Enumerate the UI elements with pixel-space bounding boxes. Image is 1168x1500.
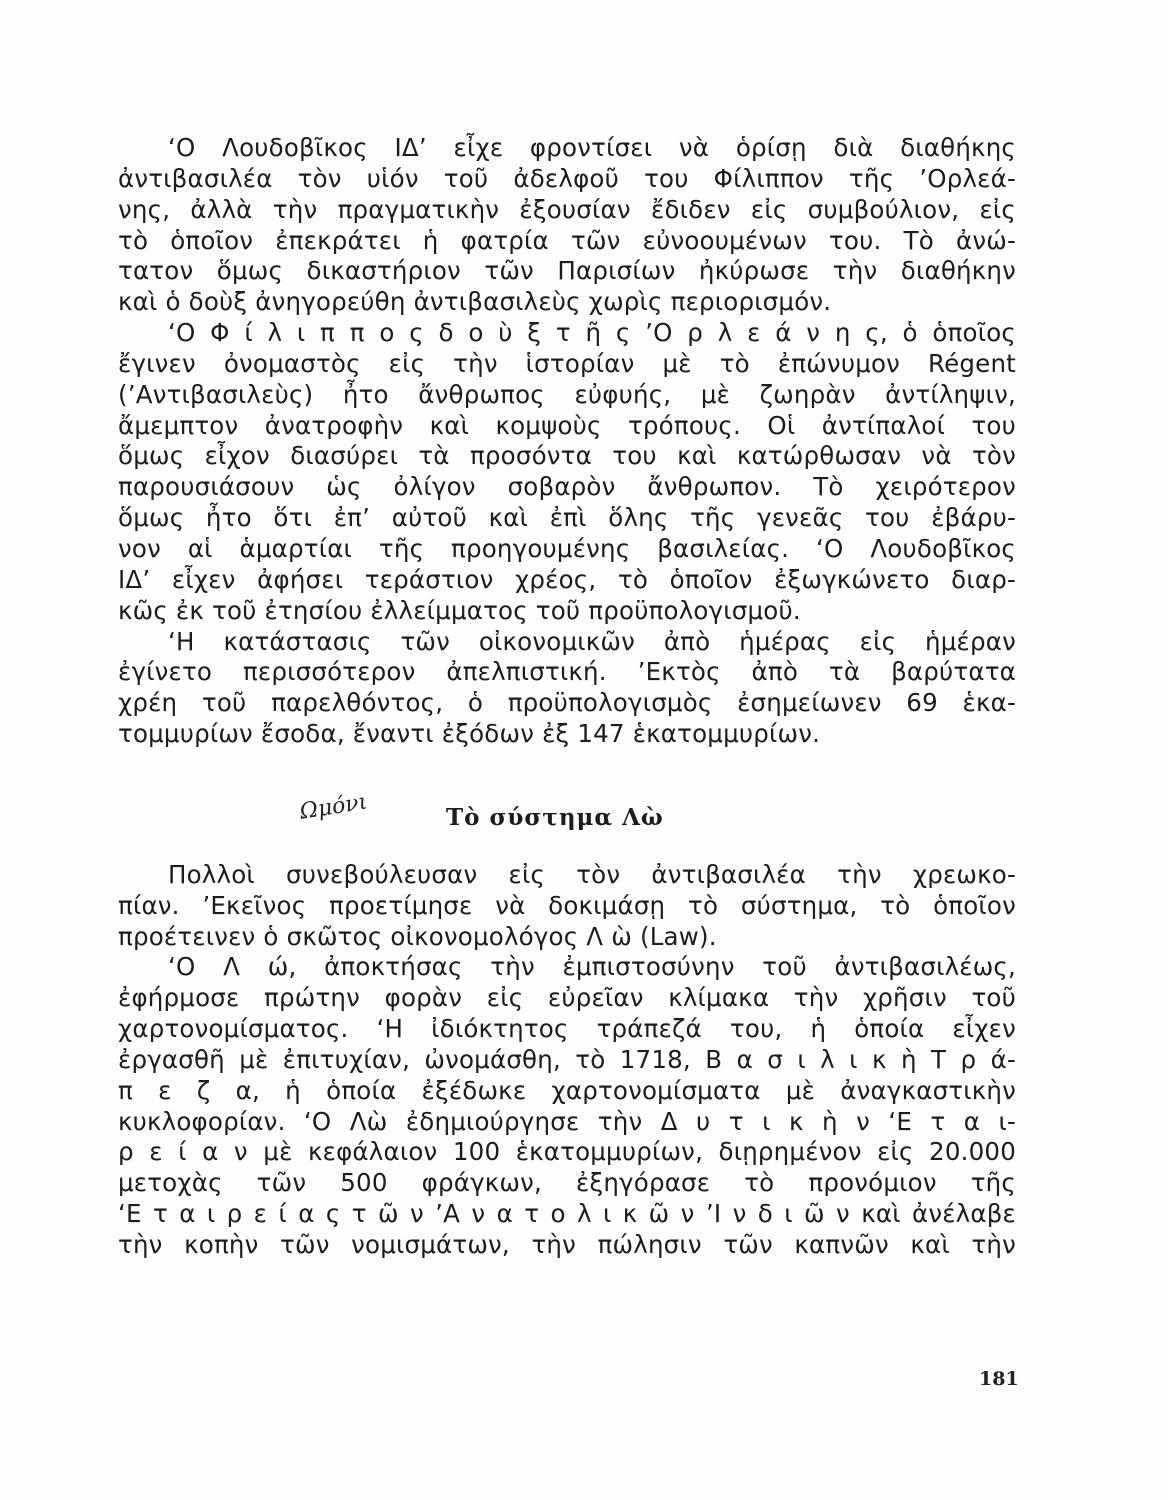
text-line: ΙΔ’ εἶχεν ἀφήσει τεράστιον χρέος, τὸ ὁποῖον ἐξωγκώνετο διαρ- — [118, 564, 1016, 594]
page-number: 181 — [979, 1368, 1019, 1390]
text-line: ἐργασθῆ μὲ ἐπιτυχίαν, ὠνομάσθη, τὸ 1718, Β α σ ι λ ι κ ὴ Τ ρ ά- — [118, 1044, 1016, 1074]
text-line: χρέη τοῦ παρελθόντος, ὁ προϋπολογισμὸς ἐσημείωνεν 69 ἑκα- — [118, 688, 1016, 718]
text-line: ἄμεμπτον ἀνατροφὴν καὶ κομψοὺς τρόπους. Οἱ ἀντίπαλοί του — [118, 410, 1016, 440]
text-line: προέτεινεν ὁ σκῶτος οἰκονομολόγος Λ ὼ (Law). — [118, 921, 717, 951]
section-regency — [118, 133, 1016, 750]
text-line: ἐγίνετο περισσότερον ἀπελπιστική. ’Εκτὸς ἀπὸ τὰ βαρύτατα — [118, 657, 1016, 687]
text-line: ‘Ε τ α ι ρ ε ί α ς τ ῶ ν ’Α ν α τ ο λ ι κ ῶ ν ’Ι ν δ ι ῶ ν καὶ ἀνέλαβε — [118, 1199, 1016, 1229]
section-law-system — [118, 860, 1016, 1261]
text-line: ὅμως εἶχον διασύρει τὰ προσόντα του καὶ κατώρθωσαν νὰ τὸν — [118, 441, 1016, 471]
text-line: ‘Ο Λ ώ, ἀποκτήσας τὴν ἐμπιστοσύνην τοῦ ἀντιβασιλέως, — [168, 952, 1016, 982]
text-line: ἐφήρμοσε πρώτην φορὰν εἰς εὐρεῖαν κλίμακα τὴν χρῆσιν τοῦ — [118, 983, 1016, 1013]
text-line: τὸ ὁποῖον ἐπεκράτει ἡ φατρία τῶν εὐνοουμένων του. Τὸ ἀνώ- — [118, 225, 1016, 255]
text-line: ‘Ο Φ ί λ ι π π ο ς δ ο ὺ ξ τ ῆ ς ’Ο ρ λ ε ά ν η ς, ὁ ὁποῖος — [168, 318, 1016, 348]
text-line: τὴν κοπὴν τῶν νομισμάτων, τὴν πώλησιν τῶν καπνῶν καὶ τὴν — [118, 1230, 1016, 1259]
text-line: ἀντιβασιλέα τὸν υἱόν τοῦ ἀδελφοῦ του Φίλιππον τῆς ’Ορλεά- — [118, 163, 1016, 193]
text-line: π ε ζ α, ἡ ὁποία ἐξέδωκε χαρτονομίσματα μὲ ἀναγκαστικὴν — [118, 1075, 1016, 1105]
text-line: (’Αντιβασιλεὺς) ἦτο ἄνθρωπος εὐφυής, μὲ ζωηρὰν ἀντίληψιν, — [118, 379, 1016, 409]
text-line: χαρτονομίσματος. ‘Η ἰδιόκτητος τράπεζά του, ἡ ὁποία εἶχεν — [118, 1014, 1016, 1044]
text-line: νον αἱ ἁμαρτίαι τῆς προηγουμένης βασιλείας. ‘Ο Λουδοβῖκος — [118, 533, 1016, 563]
handwritten-margin-note: Ωμόνι — [298, 789, 369, 825]
text-line: κυκλοφορίαν. ‘Ο Λὼ ἐδημιούργησε τὴν Δ υ τ ι κ ὴ ν ‘Ε τ α ι- — [118, 1106, 1016, 1136]
text-line: πίαν. ’Εκεῖνος προετίμησε νὰ δοκιμάσῃ τὸ σύστημα, τὸ ὁποῖον — [118, 890, 1016, 920]
text-line: ἔγινεν ὀνομαστὸς εἰς τὴν ἱστορίαν μὲ τὸ ἐπώνυμον Régent — [118, 348, 1016, 378]
text-line: τομμυρίων ἔσοδα, ἔναντι ἐξόδων ἐξ 147 ἑκατομμυρίων. — [118, 719, 821, 749]
section-heading — [118, 789, 1016, 858]
page-text-block — [118, 133, 1016, 1261]
text-line: τατον ὅμως δικαστήριον τῶν Παρισίων ἠκύρωσε τὴν διαθήκην — [118, 256, 1016, 286]
text-line: μετοχὰς τῶν 500 φράγκων, ἐξηγόρασε τὸ προνόμιον τῆς — [118, 1168, 1016, 1198]
text-line: ‘Η κατάστασις τῶν οἰκονομικῶν ἀπὸ ἡμέρας εἰς ἡμέραν — [168, 626, 1016, 656]
section-title: Τὸ σύστημα Λὼ — [446, 803, 664, 831]
text-line: ρ ε ί α ν μὲ κεφάλαιον 100 ἑκατομμυρίων, διῃρημένον εἰς 20.000 — [118, 1137, 1016, 1167]
text-line: καὶ ὁ δοὺξ ἀνηγορεύθη ἀντιβασιλεὺς χωρὶς περιορισμόν. — [118, 287, 832, 317]
text-line: ‘Ο Λουδοβῖκος ΙΔ’ εἶχε φροντίσει νὰ ὁρίσῃ διὰ διαθήκης — [168, 133, 1016, 162]
text-line: κῶς ἐκ τοῦ ἐτησίου ἐλλείμματος τοῦ προϋπολογισμοῦ. — [118, 595, 801, 625]
text-line: Πολλοὶ συνεβούλευσαν εἰς τὸν ἀντιβασιλέα τὴν χρεωκο- — [168, 859, 1016, 889]
text-line: ὅμως ἦτο ὅτι ἐπ’ αὐτοῦ καὶ ἐπὶ ὅλης τῆς γενεᾶς του ἐβάρυ- — [118, 503, 1016, 533]
text-line: νης, ἀλλὰ τὴν πραγματικὴν ἐξουσίαν ἔδιδεν εἰς συμβούλιον, εἰς — [118, 194, 1016, 224]
text-line: παρουσιάσουν ὡς ὀλίγον σοβαρὸν ἄνθρωπον. Τὸ χειρότερον — [118, 472, 1016, 502]
